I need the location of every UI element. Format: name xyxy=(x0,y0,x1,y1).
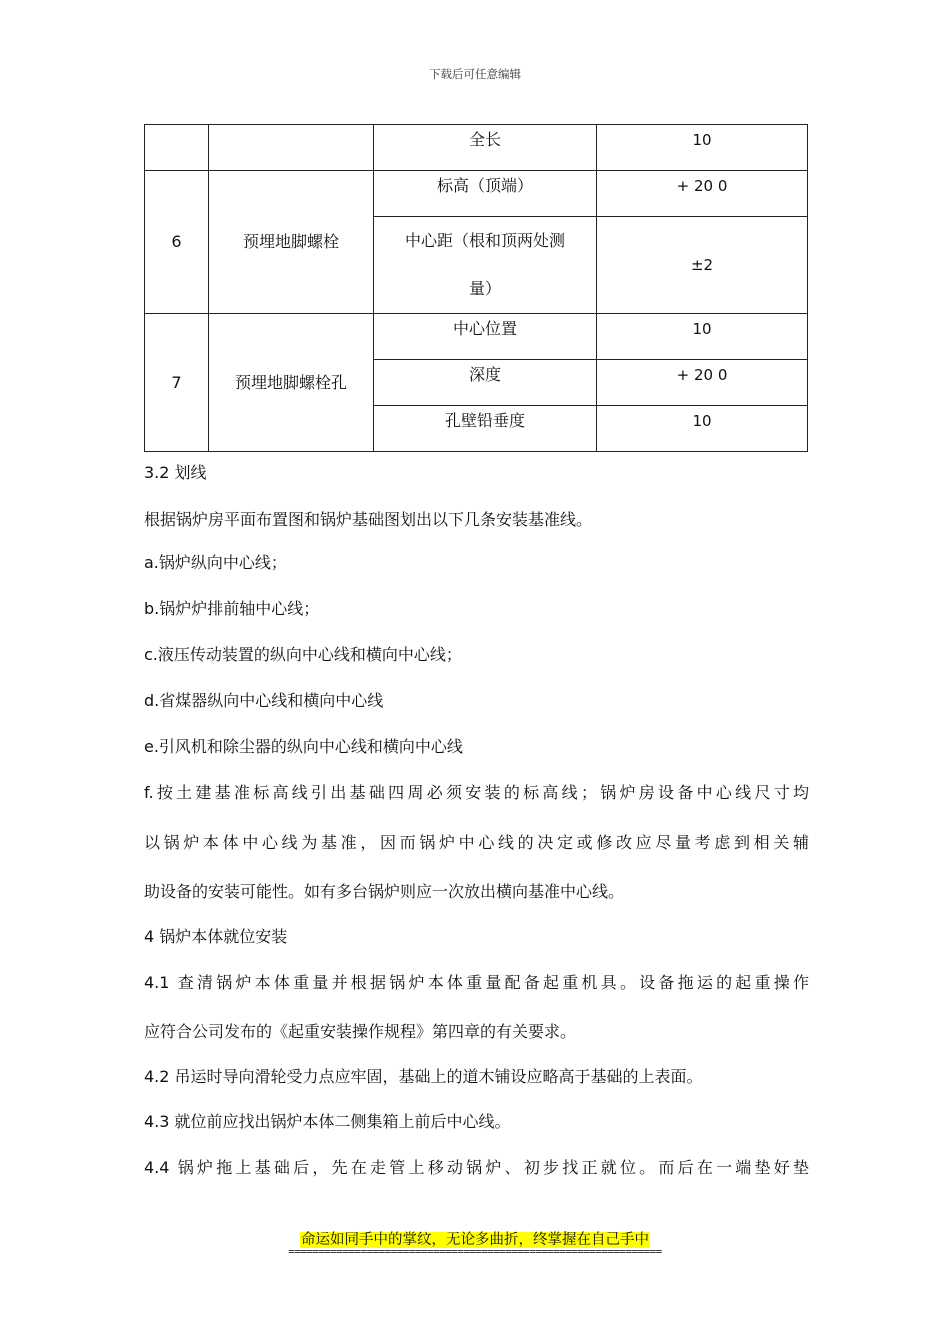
table-cell-number: 6 xyxy=(145,171,209,314)
list-item: e.引风机和除尘器的纵向中心线和横向中心线 xyxy=(144,737,463,756)
table-cell-item-line: 中心距（根和顶两处测 xyxy=(404,231,565,250)
table-cell-number: 7 xyxy=(145,314,209,452)
paragraph: 4.2 吊运时导向滑轮受力点应牢固，基础上的道木铺设应略高于基础的上表面。 xyxy=(144,1067,703,1086)
list-item: b.锅炉炉排前轴中心线； xyxy=(144,599,320,618)
page-header: 下载后可任意编辑 xyxy=(429,67,521,81)
table-row xyxy=(145,125,808,171)
table-cell-value: + 20 0 xyxy=(597,171,808,217)
list-item: a.锅炉纵向中心线； xyxy=(144,553,287,572)
paragraph-line: 应符合公司发布的《起重安装操作规程》第四章的有关要求。 xyxy=(144,1022,577,1041)
footer-motto-text: 命运如同手中的掌纹，无论多曲折，终掌握在自己手中 xyxy=(301,1232,649,1248)
table-cell-item: 孔壁铅垂度 xyxy=(374,406,597,452)
table-cell-name: 预埋地脚螺栓 xyxy=(209,171,374,314)
table-cell-value: 10 xyxy=(597,406,808,452)
table-row xyxy=(145,314,808,360)
table-cell-item-line: 量） xyxy=(468,279,501,298)
table-cell-item: 标高（顶端） xyxy=(374,171,597,217)
paragraph: 4.3 就位前应找出锅炉本体二侧集箱上前后中心线。 xyxy=(144,1112,511,1131)
table-cell-value: 10 xyxy=(597,125,808,171)
paragraph-line: f.按土建基准标高线引出基础四周必须安装的标高线；锅炉房设备中心线尺寸均 xyxy=(144,783,809,802)
table-cell-value: 10 xyxy=(597,314,808,360)
paragraph-line: 4.1 查清锅炉本体重量并根据锅炉本体重量配备起重机具。设备拖运的起重操作 xyxy=(144,973,809,992)
table-cell-item xyxy=(374,217,597,314)
table-cell-name: 预埋地脚螺栓孔 xyxy=(209,314,374,452)
footer-divider: ============================================================== xyxy=(288,1245,662,1258)
paragraph-line: 以锅炉本体中心线为基准，因而锅炉中心线的决定或修改应尽量考虑到相关辅 xyxy=(144,833,809,852)
list-item: d.省煤器纵向中心线和横向中心线 xyxy=(144,691,384,710)
table-row xyxy=(145,171,808,217)
table-cell-number-empty xyxy=(145,125,209,171)
paragraph: 根据锅炉房平面布置图和锅炉基础图划出以下几条安装基准线。 xyxy=(144,510,593,529)
tolerance-table xyxy=(144,124,808,452)
table-cell-value: + 20 0 xyxy=(597,360,808,406)
table-cell-item: 中心位置 xyxy=(374,314,597,360)
paragraph-line: 4.4 锅炉拖上基础后，先在走管上移动锅炉、初步找正就位。而后在一端垫好垫 xyxy=(144,1158,809,1177)
list-item: c.液压传动装置的纵向中心线和横向中心线； xyxy=(144,645,462,664)
table-cell-name-empty xyxy=(209,125,374,171)
table-cell-item: 深度 xyxy=(374,360,597,406)
paragraph-line: 助设备的安装可能性。如有多台锅炉则应一次放出横向基准中心线。 xyxy=(144,882,625,901)
section-heading: 3.2 划线 xyxy=(144,463,207,482)
table-cell-value: ±2 xyxy=(597,217,808,314)
table-cell-item: 全长 xyxy=(374,125,597,171)
section-heading: 4 锅炉本体就位安装 xyxy=(144,927,288,946)
